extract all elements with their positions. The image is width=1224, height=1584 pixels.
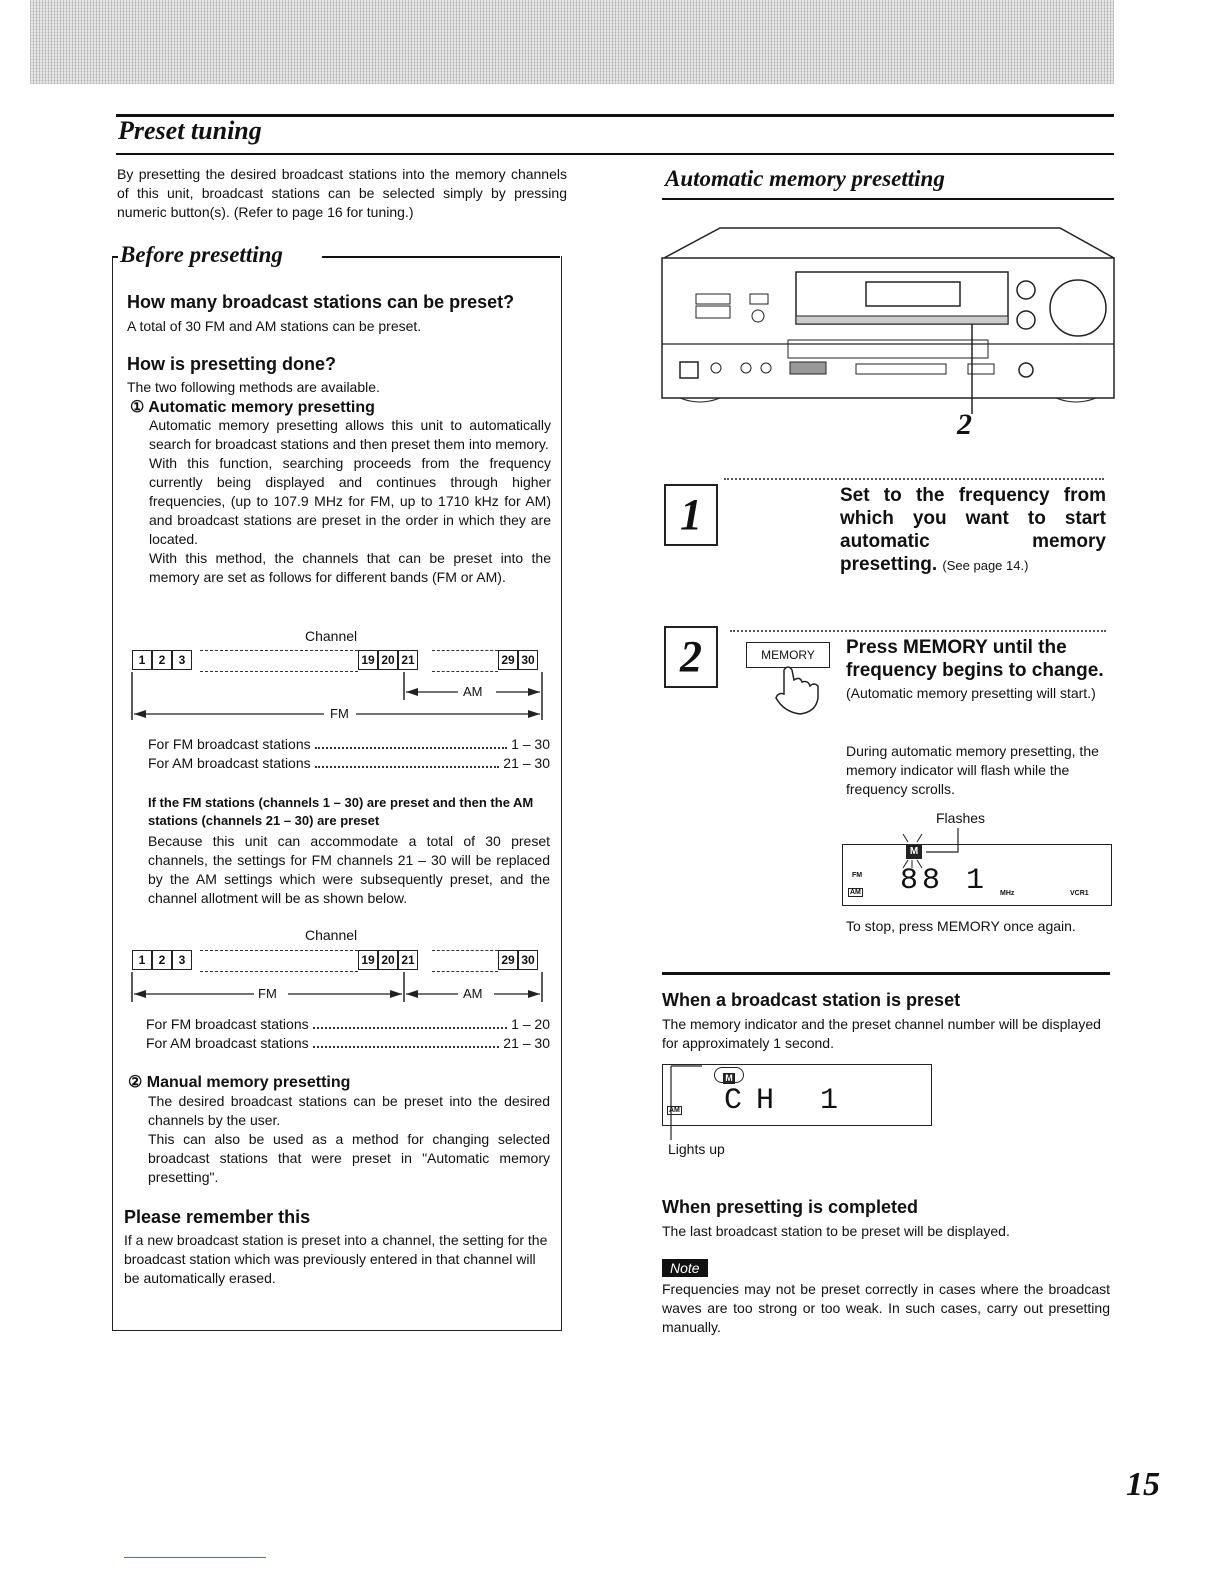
figure-callout: 2	[957, 408, 972, 441]
auto-body: Automatic memory presetting allows this unit to automatically search for broadcast stations and then preset them into memory. With this function, searching proceeds from the frequency currently being displayed and continues through higher frequencies, (up to 107.9 MHz for FM, up to 1710 kHz for AM) and broadcast stations are preset in the order in which they are located. With this method, the channels that can be preset into the memory are set as follows for different bands (FM or AM).	[149, 417, 551, 585]
step-2-badge: 2	[664, 626, 718, 688]
cells-29-30	[498, 650, 538, 670]
receiver-illustration	[660, 224, 1116, 456]
memory-button: MEMORY	[746, 642, 830, 668]
lcd-frequency-digits: 88 1	[900, 864, 989, 898]
memory-indicator-lit: M	[714, 1067, 744, 1083]
am-range-row-2: For AM broadcast stations 21 – 30	[146, 1035, 550, 1051]
lcd-channel-text: CH 1	[724, 1084, 853, 1118]
note-badge: Note	[662, 1259, 708, 1277]
band-arrows-2	[128, 972, 548, 1006]
cells-1-2-3	[132, 650, 192, 670]
lcd-mhz-mark: MHz	[1000, 890, 1015, 897]
am-label-1: AM	[463, 684, 483, 699]
title-rule-bottom	[116, 153, 1114, 155]
channel-cell: 19	[358, 950, 378, 970]
memory-indicator-icon: M	[906, 845, 922, 859]
q1-heading: How many broadcast stations can be preset?	[127, 292, 515, 312]
q2-heading: How is presetting done?	[127, 354, 337, 374]
completed-heading: When presetting is completed	[662, 1197, 919, 1217]
fm-range-row-2: For FM broadcast stations 1 – 20	[146, 1016, 550, 1032]
step-2-instruction: Press MEMORY until the frequency begins to change.	[846, 637, 1104, 681]
fm-label-1: FM	[330, 706, 349, 721]
remember-heading: Please remember this	[124, 1207, 311, 1227]
cells-19-20-21	[358, 950, 418, 970]
cells-19-20-21	[358, 650, 418, 670]
header-band-texture	[30, 0, 1114, 84]
step-2-sub: (Automatic memory presetting will start.)	[846, 685, 1096, 701]
page-number: 15	[1126, 1466, 1160, 1503]
channel-cell: 1	[132, 950, 152, 970]
channel-cell: 3	[172, 650, 192, 670]
channel-cell: 21	[398, 950, 418, 970]
channel-cell: 21	[398, 650, 418, 670]
override-text: Because this unit can accommodate a total of 30 preset channels, the settings for FM channels 21 – 30 will be replaced by the AM settings which were subsequently preset, and the channel allotment will be as shown below.	[148, 833, 550, 906]
remember-text: If a new broadcast station is preset into a channel, the setting for the broadcast station which was previously entered in that channel will be automatically erased.	[124, 1232, 548, 1286]
note-text: Frequencies may not be preset correctly in cases where the broadcast waves are too strong or too weak. In such cases, carry out presetting manually.	[662, 1281, 1110, 1335]
section-divider	[662, 972, 1110, 975]
channel-cell: 1	[132, 650, 152, 670]
when-preset-text: The memory indicator and the preset channel number will be displayed for approximately 1 second.	[662, 1016, 1101, 1051]
channel-cell: 20	[378, 650, 398, 670]
intro-text: By presetting the desired broadcast stations into the memory channels of this unit, broadcast stations can be selected simply by pressing numeric button(s). (Refer to page 16 for tuning.)	[117, 166, 567, 220]
channel-cell: 20	[378, 950, 398, 970]
manual-heading: ② Manual memory presetting	[128, 1074, 351, 1091]
fm-range-row-1: For FM broadcast stations 1 – 30	[148, 736, 550, 752]
pressing-hand-icon	[770, 664, 826, 720]
q1-text: A total of 30 FM and AM stations can be preset.	[127, 318, 422, 334]
lcd-am-mark-2: AM	[669, 1107, 680, 1114]
channel-cell: 29	[498, 950, 518, 970]
cells-1-2-3	[132, 950, 192, 970]
channel-cell: 2	[152, 650, 172, 670]
auto-section-rule	[662, 198, 1114, 200]
lcd-fm-mark: FM	[852, 872, 863, 879]
when-preset-heading: When a broadcast station is preset	[662, 990, 961, 1010]
cells-29-30	[498, 950, 538, 970]
channel-cell: 29	[498, 650, 518, 670]
fm-label-2: FM	[258, 986, 277, 1001]
channel-cell: 3	[172, 950, 192, 970]
lcd-am-mark: AM	[850, 889, 861, 896]
override-heading: If the FM stations (channels 1 – 30) are preset and then the AM stations (channels 21 – 30) are preset	[148, 795, 534, 828]
auto-heading: ① Automatic memory presetting	[130, 399, 375, 416]
channel-cell: 30	[518, 950, 538, 970]
am-range-row-1: For AM broadcast stations 21 – 30	[148, 755, 550, 771]
flashes-label: Flashes	[936, 810, 986, 826]
manual-body: The desired broadcast stations can be preset into the desired channels by the user. This can also be used as a method for changing selected broadcast stations that were preset in "Automatic memory presetting".	[148, 1093, 550, 1185]
during-text: During automatic memory presetting, the memory indicator will flash while the frequency scrolls.	[846, 743, 1099, 797]
stop-text: To stop, press MEMORY once again.	[846, 918, 1076, 934]
q2-text: The two following methods are available.	[127, 379, 380, 395]
channel-cell: 30	[518, 650, 538, 670]
step-1-instruction: Set to the frequency from which you want to start automatic memory presetting. (See page 14.)	[840, 485, 1106, 575]
completed-text: The last broadcast station to be preset will be displayed.	[662, 1223, 1010, 1239]
footer-rule	[124, 1557, 266, 1558]
step-1-badge: 1	[664, 484, 718, 546]
am-label-2: AM	[463, 986, 483, 1001]
channel-label-2: Channel	[305, 927, 358, 943]
title-rule-top	[116, 114, 1114, 117]
channel-label-1: Channel	[305, 628, 358, 644]
page-title: Preset tuning	[118, 116, 262, 145]
channel-cell: 2	[152, 950, 172, 970]
auto-section-title: Automatic memory presetting	[665, 166, 945, 191]
before-presetting-title: Before presetting	[120, 242, 283, 267]
channel-cell: 19	[358, 650, 378, 670]
lcd-vcr-mark: VCR1	[1070, 890, 1089, 897]
lights-up-label: Lights up	[668, 1141, 725, 1157]
